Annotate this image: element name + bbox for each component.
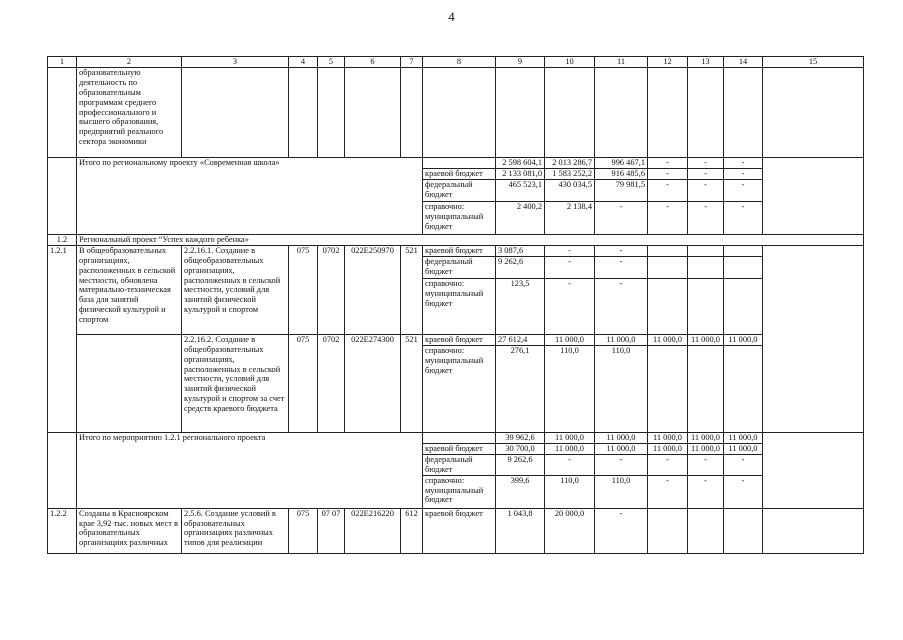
table-row: федеральный бюджет 465 523,1 430 034,5 79 981,5 - - - [48, 179, 864, 201]
table-row: краевой бюджет 2 133 081,0 1 583 252,2 916 485,6 - - - [48, 168, 864, 179]
table-row: 1.2.2 Созданы в Красноярском крае 3,92 тыс. новых мест в образовательных организациях различных 2.5.6. Создание условий в образовательных организациях различных типов для реализации 075 07 07 022E216220 612 краевой бюджет 1 043,8 20 000,0 - [48, 508, 864, 553]
col-header: 10 [545, 57, 595, 68]
table-row: 1.2.1 В общеобразовательных организациях, расположенных в сельской местности, обновлена материально-техническая база для занятий физической культурой и спортом 2.2.16.1. Создание в общеобразовательных организациях, расположенных в сельской местности, условий для занятий физической культурой и спортом 075 0702 022E250970 521 краевой бюджет 3 087,6 - - [48, 245, 864, 256]
col-header: 11 [595, 57, 648, 68]
cell-text: Созданы в Красноярском крае 3,92 тыс. новых мест в образовательных организациях различных [77, 508, 182, 553]
row-number: 1.2.2 [48, 508, 77, 553]
total-label: Итого по региональному проекту «Современная школа» [77, 157, 423, 234]
table-row [48, 234, 864, 245]
table-row: федеральный бюджет 9 262,6 - - [48, 256, 864, 278]
header-row [48, 57, 864, 68]
col-header: 14 [724, 57, 763, 68]
cell-text: 2.2.16.2. Создание в общеобразовательных организациях, расположенных в сельской местности, условий для занятий физической культурой и спортом за счет средств краевого бюджета [182, 334, 289, 432]
col-header: 15 [763, 57, 864, 68]
row-number: 1.2 [48, 234, 77, 245]
table-row: краевой бюджет 30 700,0 11 000,0 11 000,0 11 000,0 11 000,0 11 000,0 [48, 443, 864, 454]
budget-table [47, 56, 864, 554]
col-header: 13 [688, 57, 724, 68]
page-number: 4 [448, 9, 455, 24]
col-header: 12 [648, 57, 688, 68]
col-header: 7 [401, 57, 423, 68]
table-row: справочно: муниципальный бюджет 2 400,2 2 138,4 - - - - [48, 201, 864, 234]
table-row: Итого по региональному проекту «Современная школа» 2 598 604,1 2 013 286,7 996 467,1 - - - [48, 157, 864, 168]
cell-text: образовательную деятельность по образовательным программам среднего профессионального и высшего образования, предприятий реального сектора экономики [77, 67, 182, 157]
table-row: федеральный бюджет 9 262,6 - - - - - [48, 454, 864, 475]
col-header: 9 [496, 57, 545, 68]
col-header: 3 [182, 57, 289, 68]
total-label: Итого по мероприятию 1.2.1 регионального проекта [77, 432, 423, 508]
col-header: 1 [48, 57, 77, 68]
col-header: 8 [423, 57, 496, 68]
project-title: Региональный проект “Успех каждого ребенка» [77, 234, 864, 245]
col-header: 2 [77, 57, 182, 68]
col-header: 6 [345, 57, 401, 68]
row-number: 1.2.1 [48, 245, 77, 432]
table-row: справочно: муниципальный бюджет 276,1 110,0 110,0 [48, 345, 864, 432]
table-row: справочно: муниципальный бюджет 123,5 - - [48, 278, 864, 334]
cell-text: 2.5.6. Создание условий в образовательных организациях различных типов для реализации [182, 508, 289, 553]
table-row: 2.2.16.2. Создание в общеобразовательных организациях, расположенных в сельской местности, условий для занятий физической культурой и спортом за счет средств краевого бюджета 075 0702 022E274300 521 краевой бюджет 27 612,4 11 000,0 11 000,0 11 000,0 11 000,0 11 000,0 [48, 334, 864, 345]
table-row: Итого по мероприятию 1.2.1 регионального проекта 39 962,6 11 000,0 11 000,0 11 000,0 11 000,0 11 000,0 [48, 432, 864, 443]
table-row [48, 67, 864, 157]
cell-text: В общеобразовательных организациях, расположенных в сельской местности, обновлена материально-техническая база для занятий физической культурой и спортом [77, 245, 182, 334]
col-header: 5 [318, 57, 345, 68]
cell-text: 2.2.16.1. Создание в общеобразовательных организациях, расположенных в сельской местности, условий для занятий физической культурой и спортом [182, 245, 289, 334]
table-row: справочно: муниципальный бюджет 399,6 110,0 110,0 - - - [48, 475, 864, 508]
col-header: 4 [289, 57, 318, 68]
